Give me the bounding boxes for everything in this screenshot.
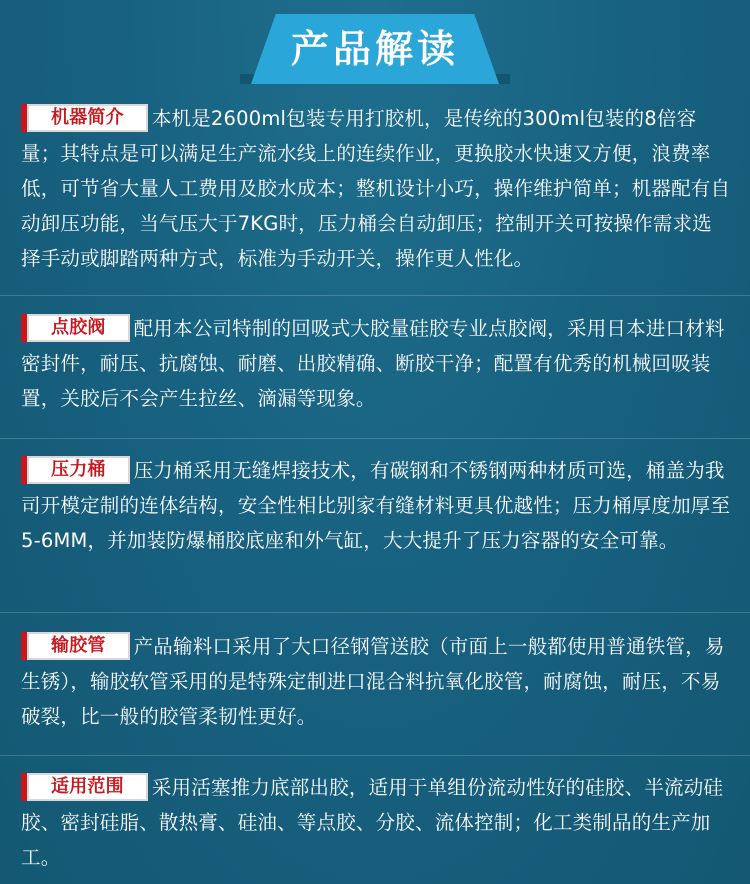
section-application-scope	[21, 770, 731, 875]
section-paragraph	[21, 770, 731, 875]
section-tag: 机器简介	[21, 104, 148, 132]
section-dispensing-valve	[21, 311, 731, 416]
section-tag: 压力桶	[21, 456, 130, 484]
divider	[0, 295, 750, 296]
section-paragraph	[21, 453, 731, 558]
divider	[0, 438, 750, 439]
title-banner	[0, 0, 750, 92]
section-text: 配用本公司特制的回吸式大胶量硅胶专业点胶阀，采用日本进口材料密封件，耐压、抗腐蚀、耐磨、出胶精确、断胶干净；配置有优秀的机械回吸装置，关胶后不会产生拉丝、滴漏等现象。	[21, 317, 725, 410]
section-text: 产品输料口采用了大口径钢管送胶（市面上一般都使用普通铁管，易生锈），输胶软管采用的是特殊定制进口混合料抗氧化胶管，耐腐蚀，耐压，不易破裂，比一般的胶管柔韧性更好。	[21, 635, 725, 728]
section-text: 采用活塞推力底部出胶，适用于单组份流动性好的硅胶、半流动硅胶、密封硅脂、散热膏、硅油、等点胶、分胶、流体控制；化工类制品的生产加工。	[21, 776, 724, 869]
section-paragraph	[21, 629, 731, 734]
divider	[0, 755, 750, 756]
section-tag: 输胶管	[21, 632, 130, 660]
section-paragraph	[21, 101, 731, 276]
section-text: 本机是2600ml包装专用打胶机，是传统的300ml包装的8倍容量；其特点是可以满足生产流水线上的连续作业，更换胶水快速又方便，浪费率低，可节省大量人工费用及胶水成本；整机设计小巧，操作维护简单；机器配有自动卸压功能，当气压大于7KG时，压力桶会自动卸压；控制开关可按操作需求选择手动或脚踏两种方式，标准为手动开关，操作更人性化。	[21, 107, 731, 270]
section-text: 压力桶采用无缝焊接技术，有碳钢和不锈钢两种材质可选，桶盖为我司开模定制的连体结构，安全性相比别家有缝材料更具优越性；压力桶厚度加厚至5-6MM，并加装防爆桶胶底座和外气缸，大大提升了压力容器的安全可靠。	[21, 459, 731, 552]
section-paragraph	[21, 311, 731, 416]
section-pressure-tank	[21, 453, 731, 558]
page-title: 产品解读	[290, 27, 459, 71]
section-machine-intro	[21, 101, 731, 276]
divider	[0, 612, 750, 613]
section-tag: 点胶阀	[21, 314, 130, 342]
section-glue-hose	[21, 629, 731, 734]
section-tag: 适用范围	[21, 773, 148, 801]
